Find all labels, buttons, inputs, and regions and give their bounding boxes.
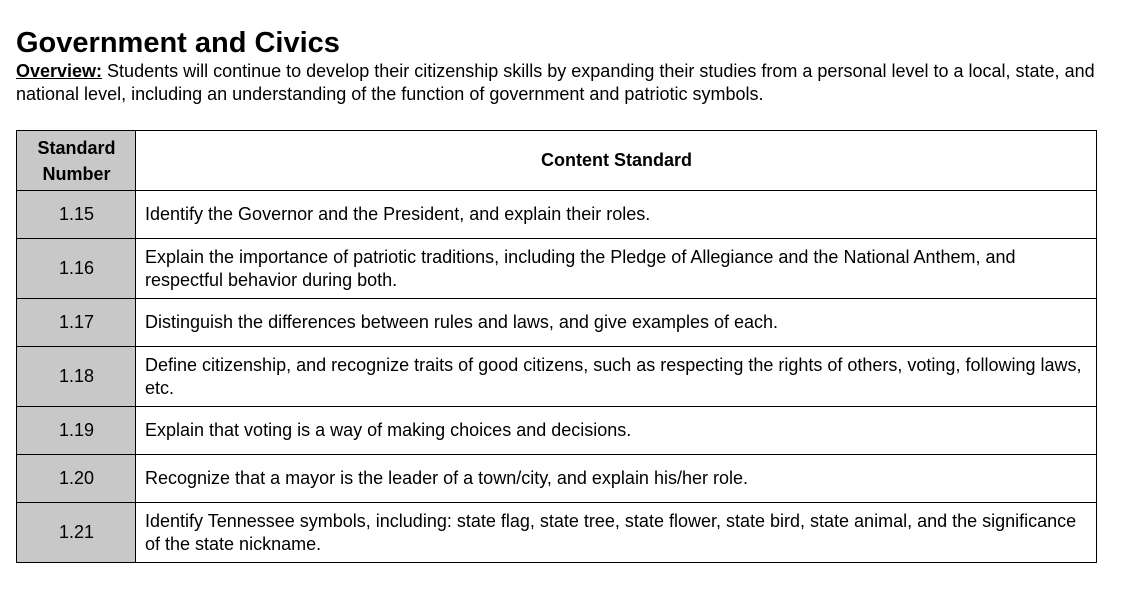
content-standard-cell: Define citizenship, and recognize traits of good citizens, such as respecting the rights of others, voting, following laws, etc. xyxy=(136,347,1097,407)
standard-number-cell: 1.20 xyxy=(17,455,136,503)
standard-number-cell: 1.16 xyxy=(17,239,136,299)
content-standard-header: Content Standard xyxy=(136,131,1097,191)
table-row xyxy=(17,191,1097,239)
table-header-row xyxy=(17,131,1097,191)
content-standard-cell: Recognize that a mayor is the leader of a town/city, and explain his/her role. xyxy=(136,455,1097,503)
standard-number-cell: 1.15 xyxy=(17,191,136,239)
page-title: Government and Civics xyxy=(16,27,340,59)
table-row xyxy=(17,503,1097,563)
table-row xyxy=(17,239,1097,299)
table-row xyxy=(17,455,1097,503)
content-standard-cell: Distinguish the differences between rules and laws, and give examples of each. xyxy=(136,299,1097,347)
standard-number-cell: 1.18 xyxy=(17,347,136,407)
standard-number-header-line2: Number xyxy=(42,163,111,184)
content-standard-cell: Identify Tennessee symbols, including: state flag, state tree, state flower, state bird, state animal, and the significance of the state nickname. xyxy=(136,503,1097,563)
standard-number-header xyxy=(17,131,136,191)
overview-label: Overview: xyxy=(16,61,103,81)
document-page xyxy=(16,26,1096,554)
standard-number-cell: 1.17 xyxy=(17,299,136,347)
table-row xyxy=(17,407,1097,455)
table-row xyxy=(17,347,1097,407)
standard-number-cell: 1.21 xyxy=(17,503,136,563)
content-standard-cell: Identify the Governor and the President, and explain their roles. xyxy=(136,191,1097,239)
content-standard-cell: Explain the importance of patriotic traditions, including the Pledge of Allegiance and the National Anthem, and respectful behavior during both. xyxy=(136,239,1097,299)
standard-number-cell: 1.19 xyxy=(17,407,136,455)
content-standard-cell: Explain that voting is a way of making choices and decisions. xyxy=(136,407,1097,455)
overview-text: Students will continue to develop their citizenship skills by expanding their studies from a personal level to a local, state, and national level, including an understanding of the function of government and patriotic symbols. xyxy=(16,61,1095,104)
standards-table xyxy=(16,130,1097,563)
standard-number-header-line1: Standard xyxy=(37,137,116,158)
overview-paragraph xyxy=(16,60,1096,106)
table-row xyxy=(17,299,1097,347)
